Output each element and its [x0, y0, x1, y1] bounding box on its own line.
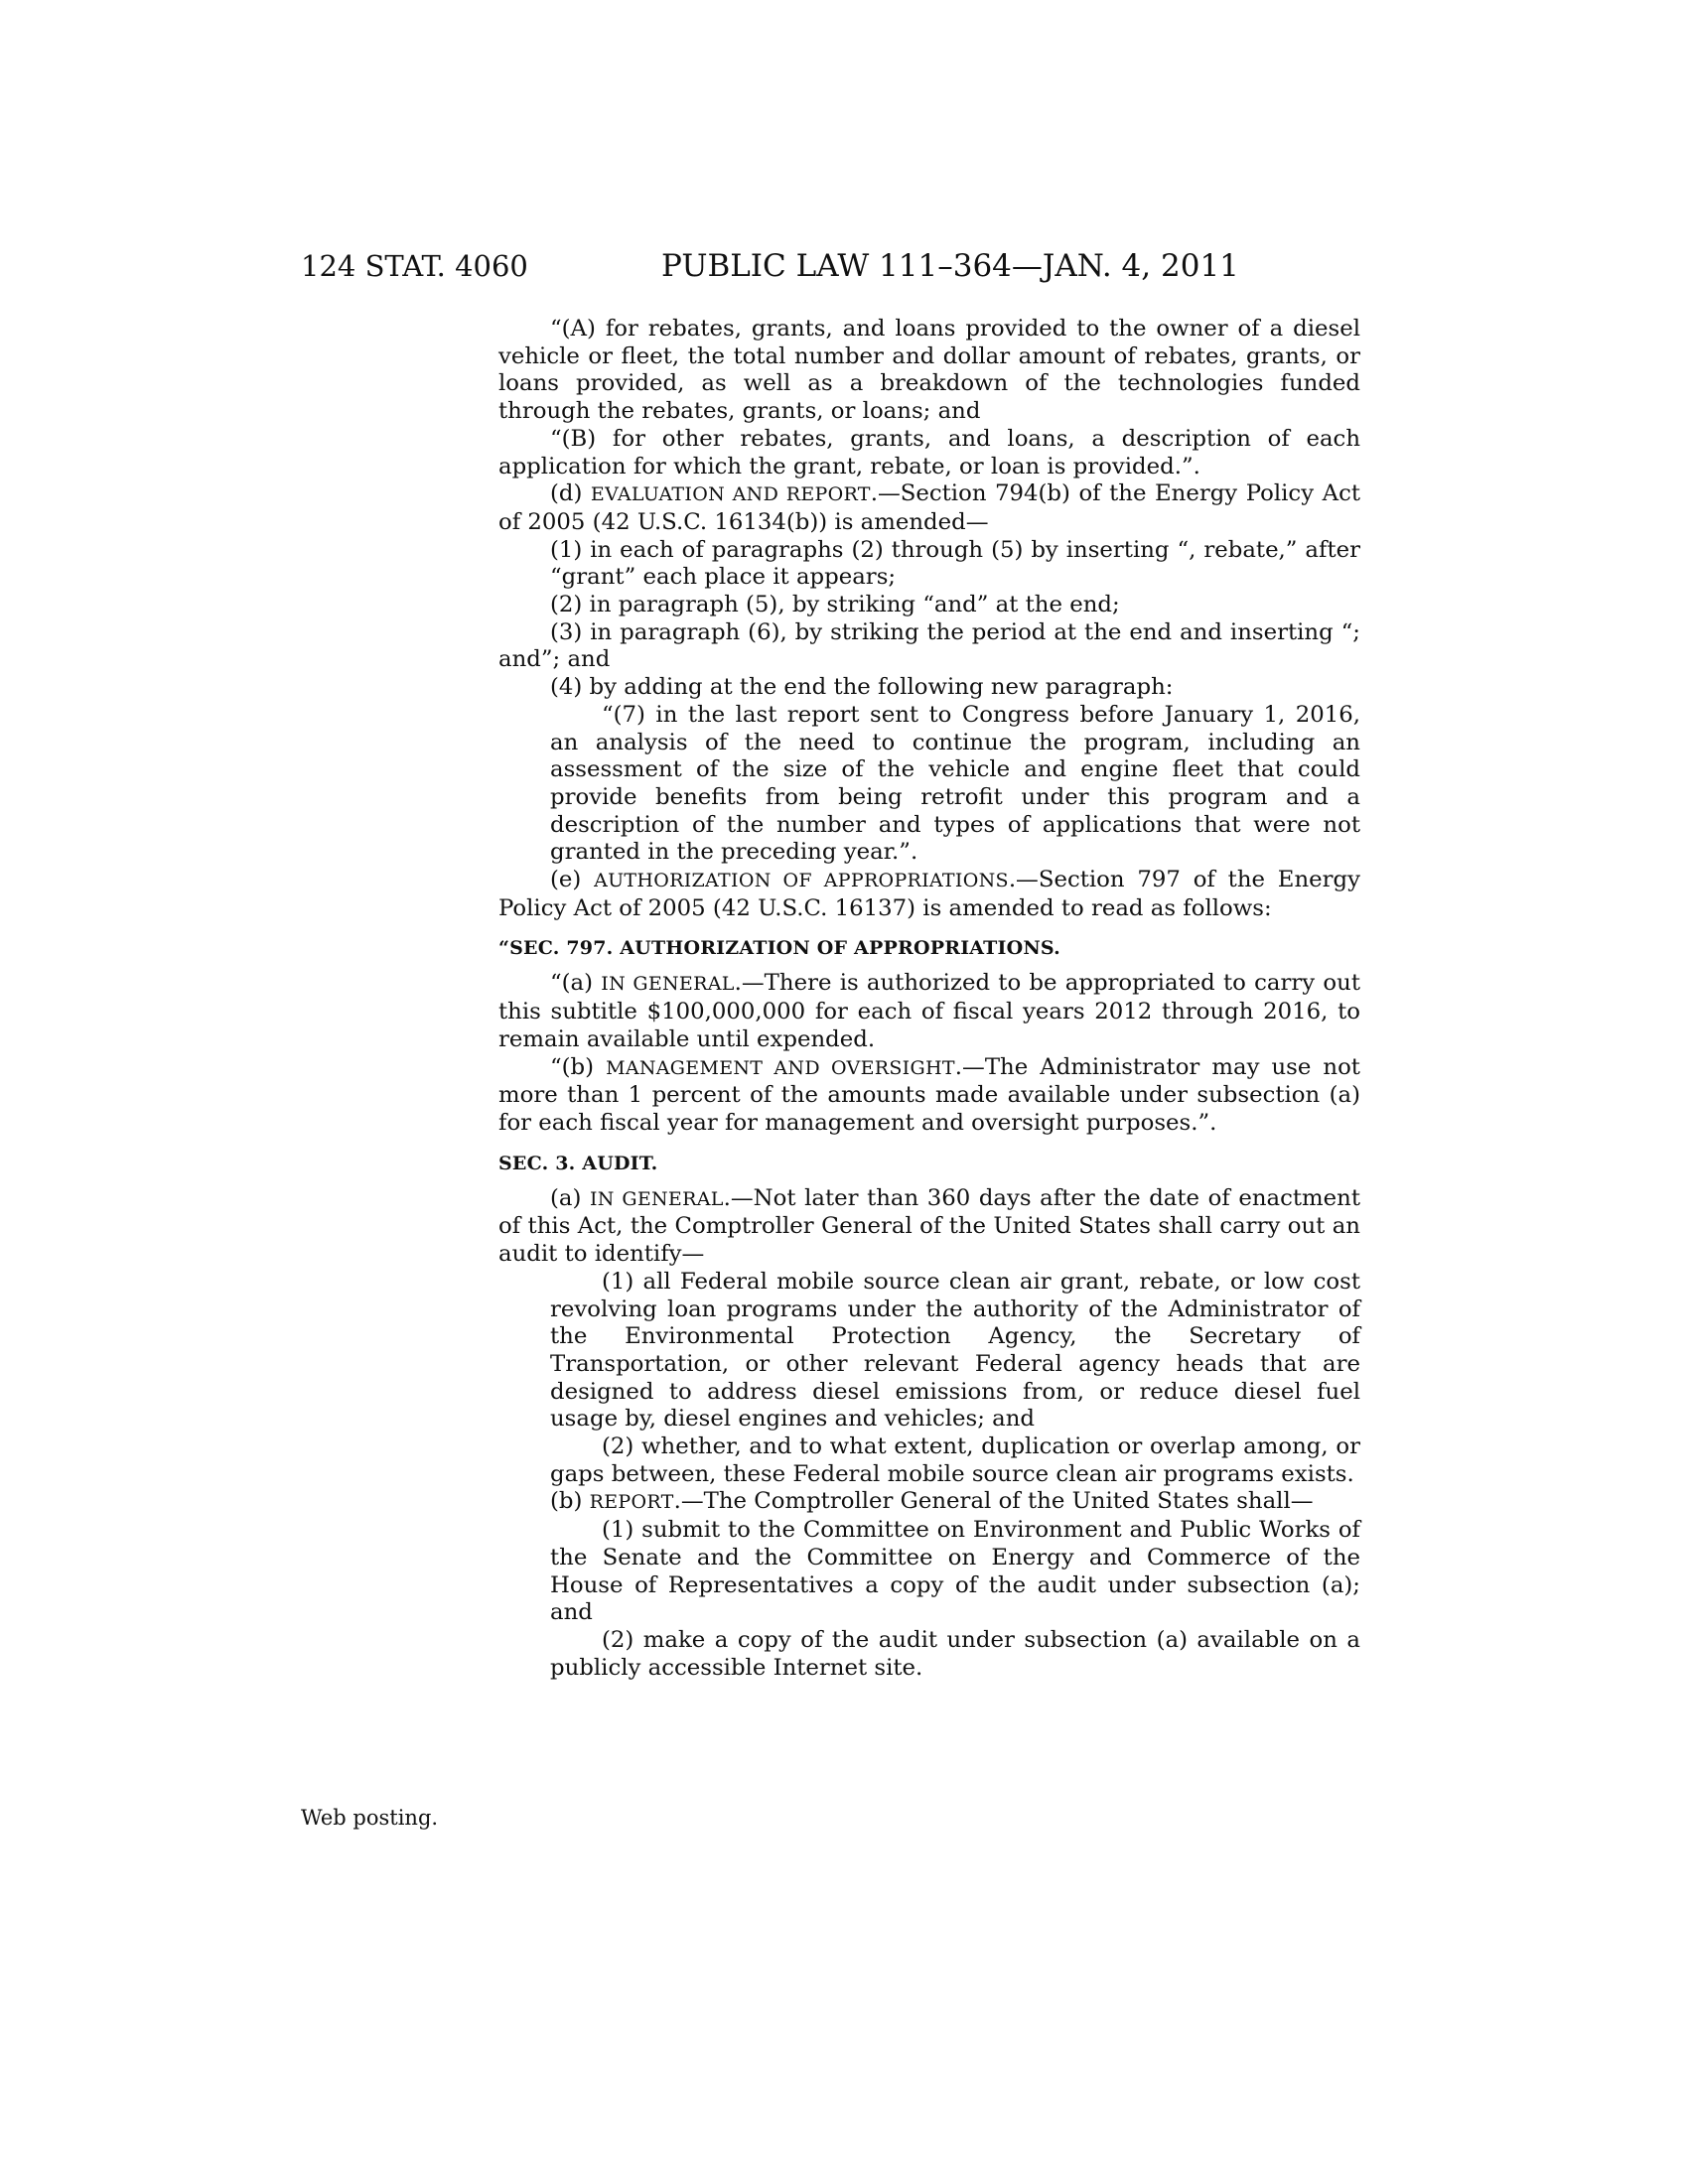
- subsection-caption: MANAGEMENT AND OVERSIGHT: [606, 1056, 955, 1079]
- subsection-caption: EVALUATION AND REPORT: [590, 483, 871, 506]
- paragraph-3-a: (a) IN GENERAL.—Not later than 360 days after the date of enactment of this Act, the Comptroller General of the United States shall carry out an audit to identify—: [498, 1184, 1360, 1268]
- paragraph-7-quoted: “(7) in the last report sent to Congress before January 1, 2016, an analysis of the need to continue the program, including an assessment of the size of the vehicle and engine fleet that could provide benefits from being retrofit under this program and a description of the number and types of applications that were not granted in the preceding year.”.: [550, 701, 1360, 866]
- paragraph-d-1: (1) in each of paragraphs (2) through (5) by inserting “, rebate,” after “grant” each place it appears;: [550, 536, 1360, 591]
- margin-note: Web posting.: [301, 1806, 439, 1830]
- paragraph-d: (d) EVALUATION AND REPORT.—Section 794(b) of the Energy Policy Act of 2005 (42 U.S.C. 16134(b)) is amended—: [498, 480, 1360, 535]
- paragraph-3-a-1: (1) all Federal mobile source clean air grant, rebate, or low cost revolving loan programs under the authority of the Administrator of the Environmental Protection Agency, the Secretary of Transportation, or other relevant Federal agency heads that are designed to address diesel emissions from, or reduce diesel fuel usage by, diesel engines and vehicles; and: [550, 1268, 1360, 1433]
- subsection-caption: IN GENERAL: [601, 973, 735, 996]
- paragraph-d-3: (3) in paragraph (6), by striking the period at the end and inserting “; and”; and: [498, 618, 1360, 673]
- statute-page-number: 124 STAT. 4060: [301, 249, 528, 283]
- paragraph-A: “(A) for rebates, grants, and loans provided to the owner of a diesel vehicle or fleet, the total number and dollar amount of rebates, grants, or loans provided, as well as a breakdown of the technologies funded through the rebates, grants, or loans; and: [498, 316, 1360, 425]
- subsection-caption: IN GENERAL: [589, 1187, 724, 1210]
- paragraph-e: (e) AUTHORIZATION OF APPROPRIATIONS.—Section 797 of the Energy Policy Act of 2005 (42 U.S.C. 16137) is amended to read as follows:: [498, 867, 1360, 921]
- paragraph-3-b-1: (1) submit to the Committee on Environment and Public Works of the Senate and the Committee on Energy and Commerce of the House of Representatives a copy of the audit under subsection (a); and: [550, 1517, 1360, 1626]
- paragraph-3-a-2: (2) whether, and to what extent, duplication or overlap among, or gaps between, these Federal mobile source clean air programs exists.: [550, 1433, 1360, 1487]
- paragraph-797-b: “(b) MANAGEMENT AND OVERSIGHT.—The Administrator may use not more than 1 percent of the amounts made available under subsection (a) for each fiscal year for management and oversight purposes.”.: [498, 1053, 1360, 1136]
- subsection-caption: AUTHORIZATION OF APPROPRIATIONS: [594, 870, 1009, 892]
- section-heading-audit: SEC. 3. AUDIT.: [498, 1152, 658, 1174]
- document-body: [498, 316, 1360, 1682]
- paragraph-d-2: (2) in paragraph (5), by striking “and” at the end;: [550, 592, 1120, 618]
- subsection-caption: REPORT: [589, 1491, 674, 1514]
- paragraph-3-b: (b) REPORT.—The Comptroller General of the United States shall—: [550, 1488, 1314, 1515]
- paragraph-d-4: (4) by adding at the end the following new paragraph:: [550, 674, 1174, 701]
- paragraph-3-b-2: (2) make a copy of the audit under subsection (a) available on a publicly accessible Internet site.: [550, 1626, 1360, 1681]
- running-head-title: PUBLIC LAW 111–364—JAN. 4, 2011: [661, 248, 1239, 284]
- paragraph-B: “(B) for other rebates, grants, and loans, a description of each application for which the grant, rebate, or loan is provided.”.: [498, 425, 1360, 479]
- paragraph-797-a: “(a) IN GENERAL.—There is authorized to be appropriated to carry out this subtitle $100,000,000 for each of fiscal years 2012 through 2016, to remain available until expended.: [498, 970, 1361, 1052]
- section-heading-797: “SEC. 797. AUTHORIZATION OF APPROPRIATIONS.: [498, 937, 1060, 960]
